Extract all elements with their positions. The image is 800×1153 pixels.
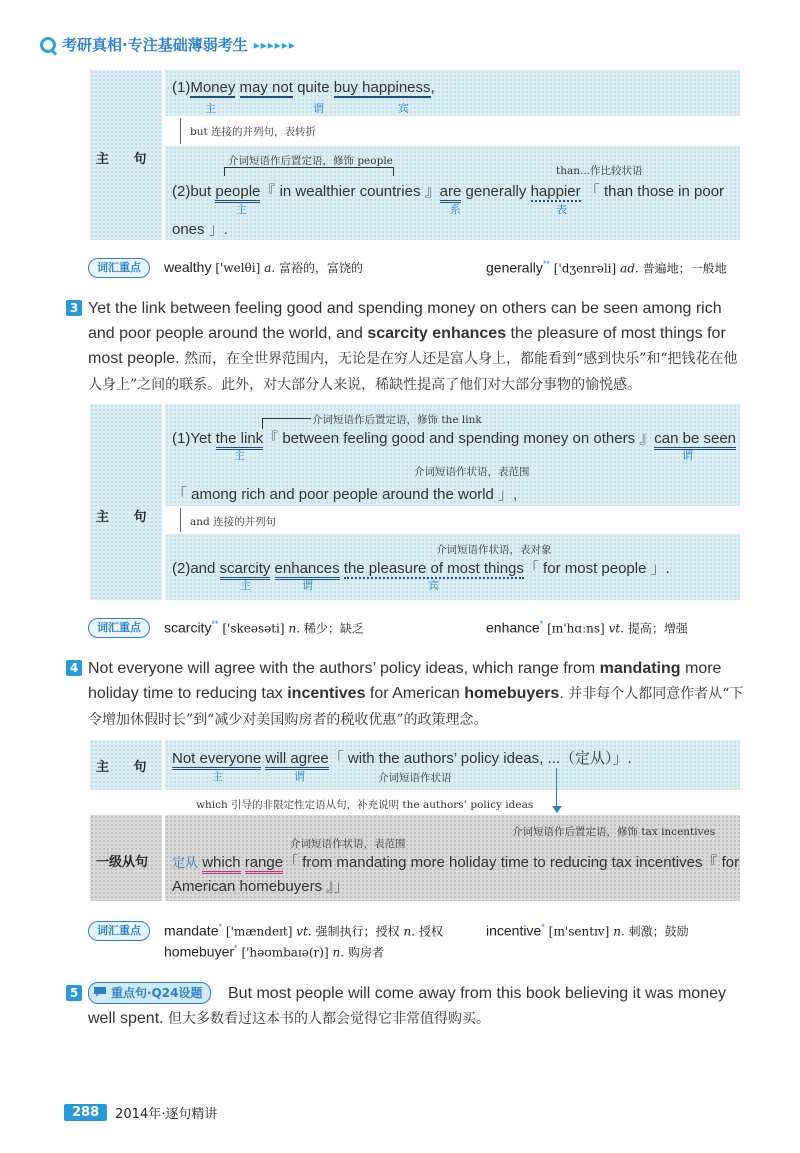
s4-subject: Not everyone xyxy=(172,750,261,770)
page-header xyxy=(40,34,296,55)
s4-note1: 介词短语作状语 xyxy=(378,772,452,784)
s3-note2: 介词短语作状语，表范围 xyxy=(414,466,530,478)
s4-main-label: 主 句 xyxy=(96,760,157,775)
s2-c1-tag-object: 宾 xyxy=(398,102,409,115)
s4-which-note: which 引导的非限定性定语从句，补充说明 the authors’ policy ideas xyxy=(196,799,534,811)
s2-c2-tag-subject: 主 xyxy=(236,203,247,216)
s3-clause1: (1)Yet the link『 between feeling good and spending money on others 』can be seen xyxy=(172,427,736,448)
s2-c2-tag-verb: 系 xyxy=(450,203,461,216)
s3-connector-note: and 连接的并列句 xyxy=(190,516,277,528)
s2-main-label: 主 句 xyxy=(96,152,157,167)
s2-note1-bracket xyxy=(224,167,394,176)
vocab-badge: 词汇重点 xyxy=(88,258,150,278)
s3-note3: 介词短语作状语，表对象 xyxy=(436,544,552,556)
s2-c1-tag-verb: 谓 xyxy=(313,102,324,115)
s3-connector-line xyxy=(180,508,181,532)
s4-which-arrow-icon xyxy=(552,806,562,813)
s4-which-arrow-line xyxy=(556,768,557,810)
s3-c1-tag-verb: 谓 xyxy=(682,449,693,462)
s2-c2-subject: people xyxy=(215,183,260,203)
vocab-incentive: incentive* [ɪn'sentɪv] n. 刺激；鼓励 xyxy=(486,922,689,939)
s2-c2-tag-complement: 表 xyxy=(556,203,567,216)
para5-text: But most people will come away from this book believing it was money well spent. 但大多数看过这本书的人都会觉得它非常值得购买。 xyxy=(88,985,726,1027)
s3-c2-tag-object: 宾 xyxy=(428,579,439,592)
s2-connector-line xyxy=(180,118,181,144)
para3-number: 3 xyxy=(66,300,82,316)
s2-c1-verb: may not xyxy=(239,79,293,96)
s4-tag-verb: 谓 xyxy=(294,770,305,783)
page-footer xyxy=(64,1103,217,1122)
vocab-scarcity: scarcity** ['skeəsəti] n. 稀少；缺乏 xyxy=(164,619,364,636)
s2-note2: than...作比较状语 xyxy=(556,165,643,177)
header-arrows-icon: ▸▸▸▸▸▸ xyxy=(253,37,296,52)
s2-clause1: (1)Money may not quite buy happiness, xyxy=(172,79,435,96)
header-title: 考研真相·专注基础薄弱考生 xyxy=(62,36,248,54)
vocab-homebuyer: homebuyer* ['həʊmbaɪə(r)] n. 购房者 xyxy=(164,943,384,960)
s3-c1-verb: can be seen xyxy=(654,430,736,450)
s2-c2-complement: happier xyxy=(530,183,581,200)
s4-sub-subject: which xyxy=(202,854,240,874)
s4-verb: will agree xyxy=(265,750,328,770)
s4-sub-label: 一级从句 xyxy=(96,855,149,870)
para4-number: 4 xyxy=(66,660,82,676)
vocab-badge: 词汇重点 xyxy=(88,618,150,638)
vocab-mandate: mandate* ['mændeɪt] vt. 强制执行；授权 n. 授权 xyxy=(164,922,443,939)
s3-c1-tag-subject: 主 xyxy=(234,449,245,462)
s3-c2-tag-subject: 主 xyxy=(240,579,251,592)
s2-note1: 介词短语作后置定语，修饰 people xyxy=(228,155,393,167)
vocab-generally: generally** ['dʒenrəli] ad. 普遍地；一般地 xyxy=(486,259,727,276)
vocab-enhance: enhance* [ɪn'hɑːns] vt. 提高；增强 xyxy=(486,619,688,636)
s3-c2-tag-verb: 谓 xyxy=(302,579,313,592)
s4-tag-subject: 主 xyxy=(212,770,223,783)
search-logo-icon xyxy=(40,37,56,53)
s3-clause2: (2)and scarcity enhances the pleasure of most things「 for most people 」. xyxy=(172,557,670,578)
s2-clause2-end: ones 」. xyxy=(172,221,228,238)
s3-clause1-adv: 「 among rich and poor people around the world 」, xyxy=(172,486,518,503)
s2-c1-tag-subject: 主 xyxy=(205,102,216,115)
s2-clause2: (2)but people『 in wealthier countries 』are generally happier 「 than those in poor xyxy=(172,180,724,201)
s3-c2-verb: enhances xyxy=(275,560,340,580)
vocab-badge: 词汇重点 xyxy=(88,921,150,941)
key-sentence-badge: 重点句·Q24设题 xyxy=(88,982,211,1004)
s3-c2-object: the pleasure of most things xyxy=(343,560,524,577)
s3-main-label: 主 句 xyxy=(96,510,157,525)
s2-c1-subject: Money xyxy=(190,79,236,96)
para3-text: Yet the link between feeling good and spending money on others can be seen among rich and poor people around the world, and scarcity enhances the pleasure of most things for most people. 然而，在全世界范围内，无论是在穷人还是富人身上，都能看到“感到快乐”和“把钱花在他人身上”之间的联系。此外，对大部分人来说，稀缺性提高了他们对大部分事物的愉悦感。 xyxy=(88,300,738,393)
s4-note3: 介词短语作状语，表范围 xyxy=(290,838,406,850)
s4-sub-verb: range xyxy=(245,854,283,874)
vocab-wealthy: wealthy ['welθi] a. 富裕的，富饶的 xyxy=(164,259,364,275)
s2-c1-object: buy happiness xyxy=(333,79,431,96)
s3-c2-subject: scarcity xyxy=(220,560,271,580)
s3-label-box xyxy=(90,404,162,600)
para4-text: Not everyone will agree with the authors’ policy ideas, which range from mandating more holiday time to reducing tax incentives for American homebuyers. 并非每个人都同意作者从“下令增加休假时长”到“减少对美国购房者的税收优惠”的政策理念。 xyxy=(88,660,744,728)
s3-note1: 介词短语作后置定语，修饰 the link xyxy=(312,414,482,426)
s3-c1-subject: the link xyxy=(216,430,264,450)
s2-connector-note: but 连接的并列句，表转折 xyxy=(190,126,317,138)
footer-title: 2014年·逐句精讲 xyxy=(115,1107,218,1122)
s4-sub-clause: 定从 which range「 from mandating more holiday time to reducing tax incentives『 for xyxy=(172,851,739,872)
s4-main-clause: Not everyone will agree「 with the authors’ policy ideas, ...（定从）」. xyxy=(172,747,632,768)
page-number: 288 xyxy=(64,1104,107,1121)
para5-number: 5 xyxy=(66,985,82,1001)
s2-c2-verb: are xyxy=(440,183,462,203)
s4-note2: 介词短语作后置定语，修饰 tax incentives xyxy=(512,826,716,838)
s4-sub-clause-end: American homebuyers 』」 xyxy=(172,878,349,895)
